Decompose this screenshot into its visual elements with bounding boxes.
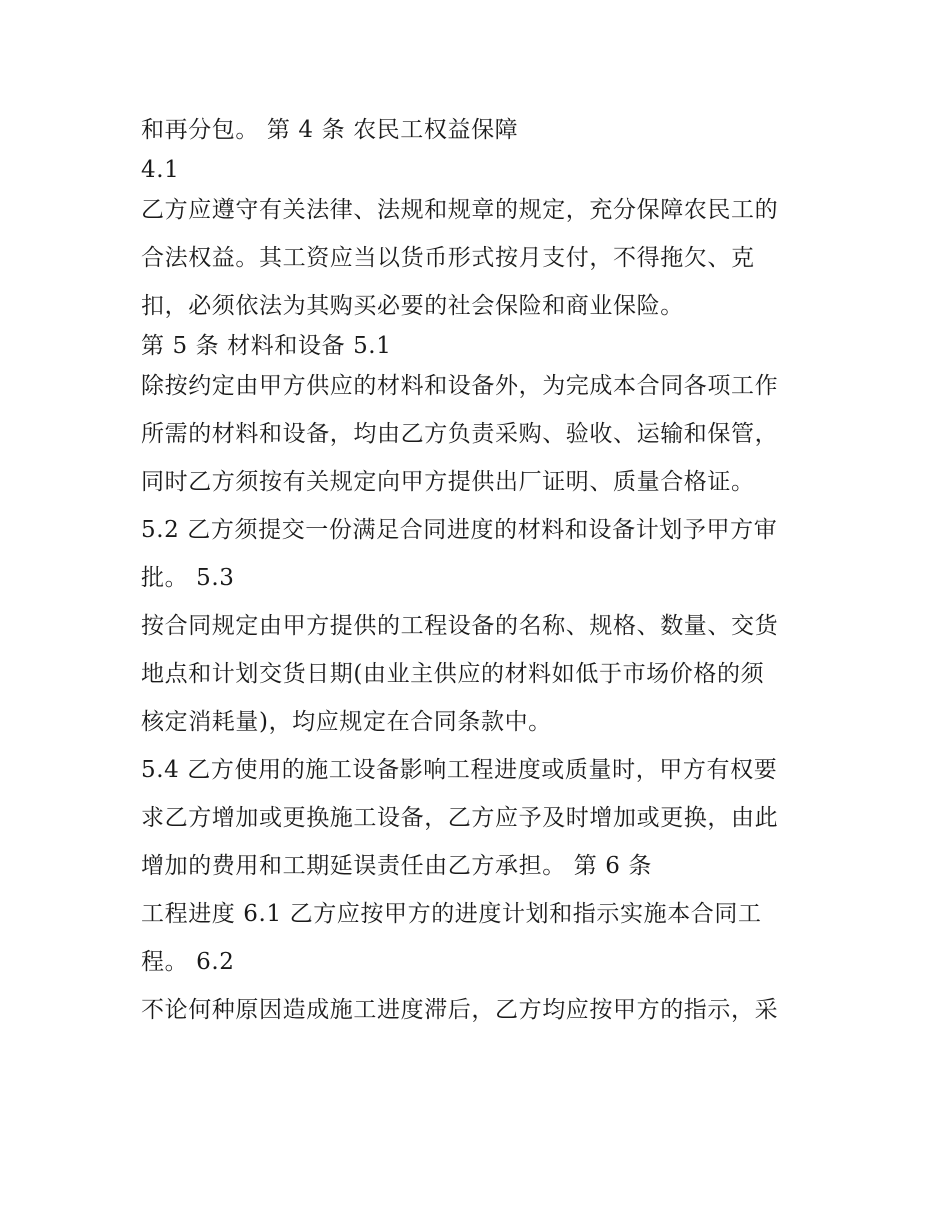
text-line: 按合同规定由甲方提供的工程设备的名称、规格、数量、交货 — [141, 613, 779, 639]
text-line: 工程进度 6.1 乙方应按甲方的进度计划和指示实施本合同工 — [141, 901, 762, 927]
text-line: 地点和计划交货日期(由业主供应的材料如低于市场价格的须 — [141, 661, 765, 687]
text-line: 增加的费用和工期延误责任由乙方承担。 第 6 条 — [141, 853, 652, 879]
text-line: 求乙方增加或更换施工设备，乙方应予及时增加或更换，由此 — [141, 805, 779, 831]
text-line: 除按约定由甲方供应的材料和设备外，为完成本合同各项工作 — [141, 373, 779, 399]
text-line: 批。 5.3 — [141, 565, 235, 591]
text-line: 5.4 乙方使用的施工设备影响工程进度或质量时，甲方有权要 — [141, 757, 778, 783]
section-heading: 第 5 条 材料和设备 5.1 — [141, 333, 392, 359]
text-line: 核定消耗量)，均应规定在合同条款中。 — [141, 709, 552, 735]
text-line: 扣，必须依法为其购买必要的社会保险和商业保险。 — [141, 293, 684, 319]
text-line: 乙方应遵守有关法律、法规和规章的规定，充分保障农民工的 — [141, 197, 779, 223]
text-line: 同时乙方须按有关规定向甲方提供出厂证明、质量合格证。 — [141, 469, 755, 495]
text-line: 所需的材料和设备，均由乙方负责采购、验收、运输和保管， — [141, 421, 779, 447]
text-line: 5.2 乙方须提交一份满足合同进度的材料和设备计划予甲方审 — [141, 517, 778, 543]
text-line: 合法权益。其工资应当以货币形式按月支付，不得拖欠、克 — [141, 245, 755, 271]
text-line: 程。 6.2 — [141, 949, 235, 975]
document-body — [141, 110, 821, 1030]
clause-number: 4.1 — [141, 157, 180, 183]
text-line: 和再分包。 第 4 条 农民工权益保障 — [141, 117, 519, 143]
text-line: 不论何种原因造成施工进度滞后，乙方均应按甲方的指示，采 — [141, 997, 779, 1023]
